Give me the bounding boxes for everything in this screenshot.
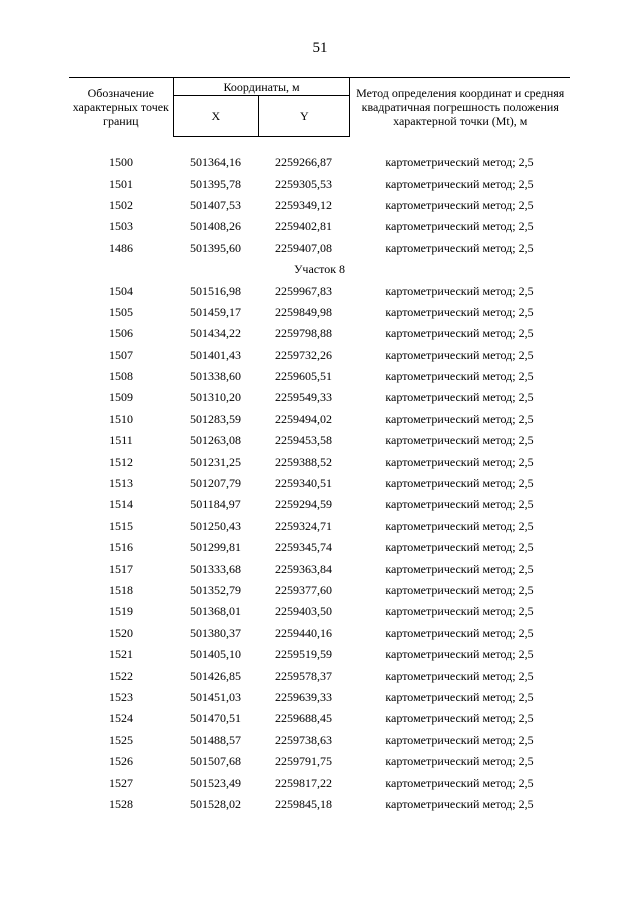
y-coordinate: 2259403,50 [275,604,332,619]
point-designation: 1527 [109,775,133,790]
table-row [69,323,570,344]
y-coordinate: 2259849,98 [275,304,332,319]
x-coordinate: 501368,01 [190,604,241,619]
table-row [69,601,570,622]
x-coordinate: 501523,49 [190,775,241,790]
table-row [69,238,570,259]
x-coordinate: 501299,81 [190,540,241,555]
point-designation: 1528 [109,796,133,811]
table-row [69,280,570,301]
method-value: картометрический метод; 2,5 [385,604,534,619]
method-value: картометрический метод; 2,5 [385,647,534,662]
table-row [69,216,570,237]
row-group-top [69,152,570,259]
y-coordinate: 2259349,12 [275,197,332,212]
y-coordinate: 2259494,02 [275,411,332,426]
point-designation: 1503 [109,219,133,234]
method-value: картометрический метод; 2,5 [385,754,534,769]
point-designation: 1507 [109,347,133,362]
y-coordinate: 2259388,52 [275,454,332,469]
y-coordinate: 2259377,60 [275,583,332,597]
y-coordinate: 2259639,33 [275,689,332,704]
method-value: картометрический метод; 2,5 [385,176,534,191]
x-coordinate: 501310,20 [190,390,241,405]
point-designation: 1525 [109,732,133,747]
table-row [69,451,570,472]
x-coordinate: 501426,85 [190,668,241,683]
x-coordinate: 501263,08 [190,433,241,448]
table-row [69,708,570,729]
point-designation: 1516 [109,540,133,555]
table-row [69,687,570,708]
method-value: картометрический метод; 2,5 [385,219,534,234]
y-coordinate: 2259519,59 [275,647,332,662]
point-designation: 1523 [109,689,133,704]
method-value: картометрический метод; 2,5 [385,583,534,597]
table-row [69,537,570,558]
method-value: картометрический метод; 2,5 [385,347,534,362]
point-designation: 1522 [109,668,133,683]
method-value: картометрический метод; 2,5 [385,240,534,255]
table-row [69,473,570,494]
point-designation: 1505 [109,304,133,319]
x-coordinate: 501250,43 [190,518,241,533]
method-value: картометрический метод; 2,5 [385,304,534,319]
y-coordinate: 2259738,63 [275,732,332,747]
y-column-header: Y [259,96,350,137]
table-row [69,430,570,451]
method-value: картометрический метод; 2,5 [385,390,534,405]
point-designation: 1500 [109,155,133,170]
table-row [69,665,570,686]
point-designation: 1519 [109,604,133,619]
y-coordinate: 2259798,88 [275,326,332,341]
x-coordinate: 501459,17 [190,304,241,319]
method-value: картометрический метод; 2,5 [385,711,534,726]
table-row [69,751,570,772]
y-coordinate: 2259605,51 [275,369,332,384]
point-designation: 1526 [109,754,133,769]
y-coordinate: 2259817,22 [275,775,332,790]
x-coordinate: 501184,97 [190,497,241,512]
x-coordinate: 501338,60 [190,369,241,384]
y-coordinate: 2259791,75 [275,754,332,769]
method-value: картометрический метод; 2,5 [385,283,534,298]
x-coordinate: 501352,79 [190,583,241,597]
table-row [69,366,570,387]
table-row [69,730,570,751]
table-row [69,516,570,537]
y-coordinate: 2259549,33 [275,390,332,405]
point-designation: 1524 [109,711,133,726]
method-value: картометрический метод; 2,5 [385,540,534,555]
point-designation: 1502 [109,197,133,212]
page-number: 51 [312,40,328,56]
y-coordinate: 2259340,51 [275,476,332,491]
x-coordinate: 501507,68 [190,754,241,769]
method-value: картометрический метод; 2,5 [385,411,534,426]
x-coordinate: 501283,59 [190,411,241,426]
method-value: картометрический метод; 2,5 [385,369,534,384]
x-coordinate: 501395,60 [190,240,241,255]
method-value: картометрический метод; 2,5 [385,155,534,170]
table-body [69,152,570,815]
x-coordinate: 501408,26 [190,219,241,234]
x-coordinate: 501207,79 [190,476,241,491]
point-designation: 1513 [109,476,133,491]
y-coordinate: 2259688,45 [275,711,332,726]
point-designation: 1521 [109,647,133,662]
x-coordinate: 501405,10 [190,647,241,662]
coordinates-header: Координаты, м [173,78,350,96]
y-coordinate: 2259732,26 [275,347,332,362]
table-row [69,558,570,579]
point-designation: 1501 [109,176,133,191]
x-coordinate: 501451,03 [190,689,241,704]
point-designation: 1520 [109,625,133,640]
x-coordinate: 501528,02 [190,796,241,811]
y-coordinate: 2259845,18 [275,796,332,811]
table-row [69,173,570,194]
y-coordinate: 2259578,37 [275,668,332,683]
y-coordinate: 2259363,84 [275,561,332,576]
y-coordinate: 2259305,53 [275,176,332,191]
table-row [69,794,570,815]
y-coordinate: 2259294,59 [275,497,332,512]
table-row [69,494,570,515]
point-designation: 1506 [109,326,133,341]
x-coordinate: 501380,37 [190,625,241,640]
table-row [69,387,570,408]
table-row [69,409,570,430]
point-designation: 1510 [109,411,133,426]
x-coordinate: 501434,22 [190,326,241,341]
point-designation: 1509 [109,390,133,405]
x-coordinate: 501407,53 [190,197,241,212]
point-designation: 1511 [109,433,133,448]
table-row [69,302,570,323]
section-title: Участок 8 [293,262,346,277]
method-value: картометрический метод; 2,5 [385,518,534,533]
y-coordinate: 2259324,71 [275,518,332,533]
table-row [69,644,570,665]
method-value: картометрический метод; 2,5 [385,326,534,341]
y-coordinate: 2259440,16 [275,625,332,640]
method-value: картометрический метод; 2,5 [385,433,534,448]
table-row [69,152,570,173]
method-value: картометрический метод; 2,5 [385,497,534,512]
method-value: картометрический метод; 2,5 [385,796,534,811]
x-coordinate: 501488,57 [190,732,241,747]
y-coordinate: 2259453,58 [275,433,332,448]
method-value: картометрический метод; 2,5 [385,197,534,212]
method-value: картометрический метод; 2,5 [385,668,534,683]
method-value: картометрический метод; 2,5 [385,732,534,747]
y-coordinate: 2259407,08 [275,240,332,255]
table-row [69,195,570,216]
table-row [69,623,570,644]
method-value: картометрический метод; 2,5 [385,476,534,491]
y-coordinate: 2259266,87 [275,155,332,170]
x-coordinate: 501231,25 [190,454,241,469]
y-coordinate: 2259402,81 [275,219,332,234]
table-header [69,77,570,137]
method-value: картометрический метод; 2,5 [385,561,534,576]
point-designation: 1486 [109,240,133,255]
x-coordinate: 501333,68 [190,561,241,576]
point-designation: 1517 [109,561,133,576]
table-row [69,580,570,601]
point-designation: 1515 [109,518,133,533]
method-value: картометрический метод; 2,5 [385,625,534,640]
x-column-header: X [173,96,258,137]
point-column-header: Обозначение характерных точек границ [69,78,173,137]
row-group-bottom [69,280,570,815]
method-value: картометрический метод; 2,5 [385,454,534,469]
x-coordinate: 501364,16 [190,155,241,170]
point-designation: 1508 [109,369,133,384]
method-column-header: Метод определения координат и средняя квадратичная погрешность положения характерной точки (Mt), м [350,78,570,137]
point-designation: 1518 [109,583,133,597]
x-coordinate: 501401,43 [190,347,241,362]
table-row [69,345,570,366]
point-designation: 1512 [109,454,133,469]
table-row [69,772,570,793]
x-coordinate: 501395,78 [190,176,241,191]
point-designation: 1514 [109,497,133,512]
x-coordinate: 501516,98 [190,283,241,298]
x-coordinate: 501470,51 [190,711,241,726]
point-designation: 1504 [109,283,133,298]
y-coordinate: 2259345,74 [275,540,332,555]
method-value: картометрический метод; 2,5 [385,775,534,790]
method-value: картометрический метод; 2,5 [385,689,534,704]
y-coordinate: 2259967,83 [275,283,332,298]
